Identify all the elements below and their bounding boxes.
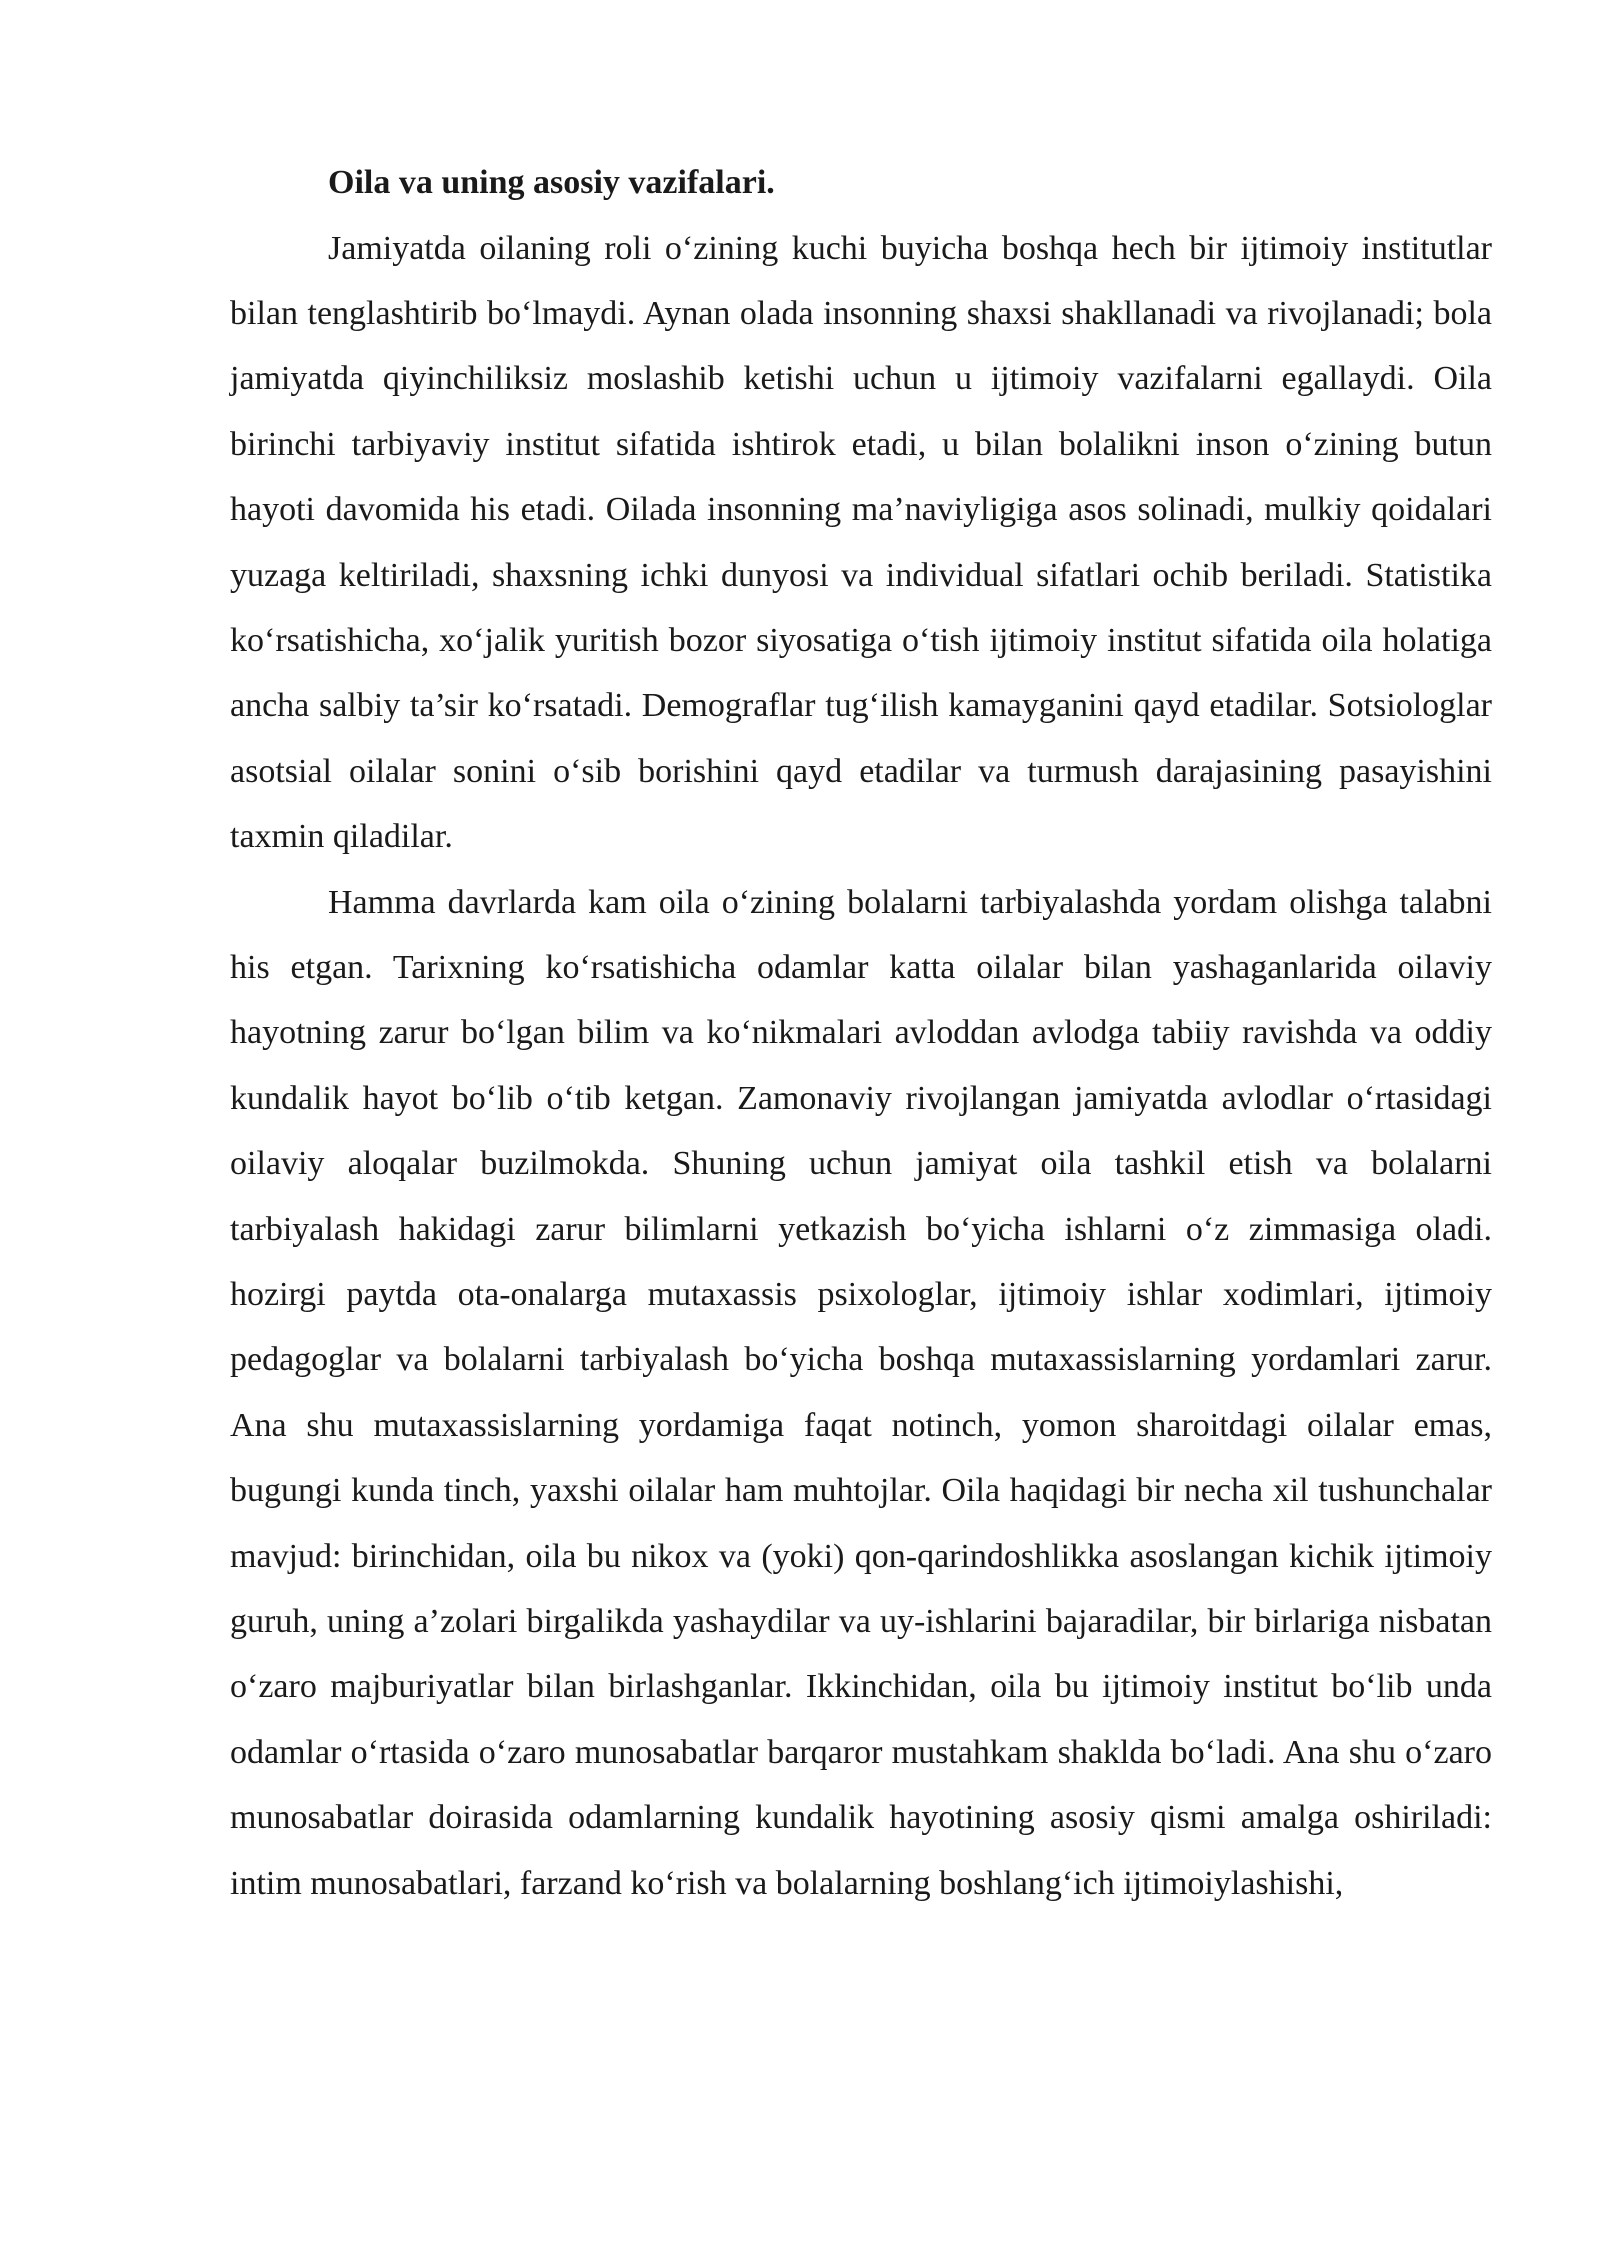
document-heading: Oila va uning asosiy vazifalari.: [328, 164, 775, 201]
paragraph-1: Jamiyatda oilaning roli o‘zining kuchi buyicha boshqa hech bir ijtimoiy institutlar bilan tenglashtirib bo‘lmaydi. Aynan olada insonning shaxsi shakllanadi va rivojlanadi; bola jamiyatda qiyinchiliksiz moslashib ketishi uchun u ijtimoiy vazifalarni egallaydi. Oila birinchi tarbiyaviy institut sifatida ishtirok etadi, u bilan bolalikni inson o‘zining butun hayoti davomida his etadi. Oilada insonning ma’naviyligiga asos solinadi, mulkiy qoidalari yuzaga keltiriladi, shaxsning ichki dunyosi va individual sifatlari ochib beriladi. Statistika ko‘rsatishicha, xo‘jalik yuritish bozor siyosatiga o‘tish ijtimoiy institut sifatida oila holatiga ancha salbiy ta’sir ko‘rsatadi. Demograflar tug‘ilish kamayganini qayd etadilar. Sotsiologlar asotsial oilalar sonini o‘sib borishini qayd etadilar va turmush darajasining pasayishini taxmin qiladilar.: [230, 229, 1492, 856]
paragraph-2: Hamma davrlarda kam oila o‘zining bolalarni tarbiyalashda yordam olishga talabni his etgan. Tarixning ko‘rsatishicha odamlar katta oilalar bilan yashaganlarida oilaviy hayotning zarur bo‘lgan bilim va ko‘nikmalari avloddan avlodga tabiiy ravishda va oddiy kundalik hayot bo‘lib o‘tib ketgan. Zamonaviy rivojlangan jamiyatda avlodlar o‘rtasidagi oilaviy aloqalar buzilmokda. Shuning uchun jamiyat oila tashkil etish va bolalarni tarbiyalash hakidagi zarur bilimlarni yetkazish bo‘yicha ishlarni o‘z zimmasiga oladi. hozirgi paytda ota-onalarga mutaxassis psixologlar, ijtimoiy ishlar xodimlari, ijtimoiy pedagoglar va bolalarni tarbiyalash bo‘yicha boshqa mutaxassislarning yordamlari zarur. Ana shu mutaxassislarning yordamiga faqat notinch, yomon sharoitdagi oilalar emas, bugungi kunda tinch, yaxshi oilalar ham muhtojlar. Oila haqidagi bir necha xil tushunchalar mavjud: birinchidan, oila bu nikox va (yoki) qon-qarindoshlikka asoslangan kichik ijtimoiy guruh, uning a’zolari birgalikda yashaydilar va uy-ishlarini bajaradilar, bir birlariga nisbatan o‘zaro majburiyatlar bilan birlashganlar. Ikkinchidan, oila bu ijtimoiy institut bo‘lib unda odamlar o‘rtasida o‘zaro munosabatlar barqaror mustahkam shaklda bo‘ladi. Ana shu o‘zaro munosabatlar doirasida odamlarning kundalik hayotining asosiy qismi amalga oshiriladi: intim munosabatlari, farzand ko‘rish va bolalarning boshlang‘ich ijtimoiylashishi,: [230, 883, 1492, 1902]
document-page: [230, 150, 1492, 1916]
